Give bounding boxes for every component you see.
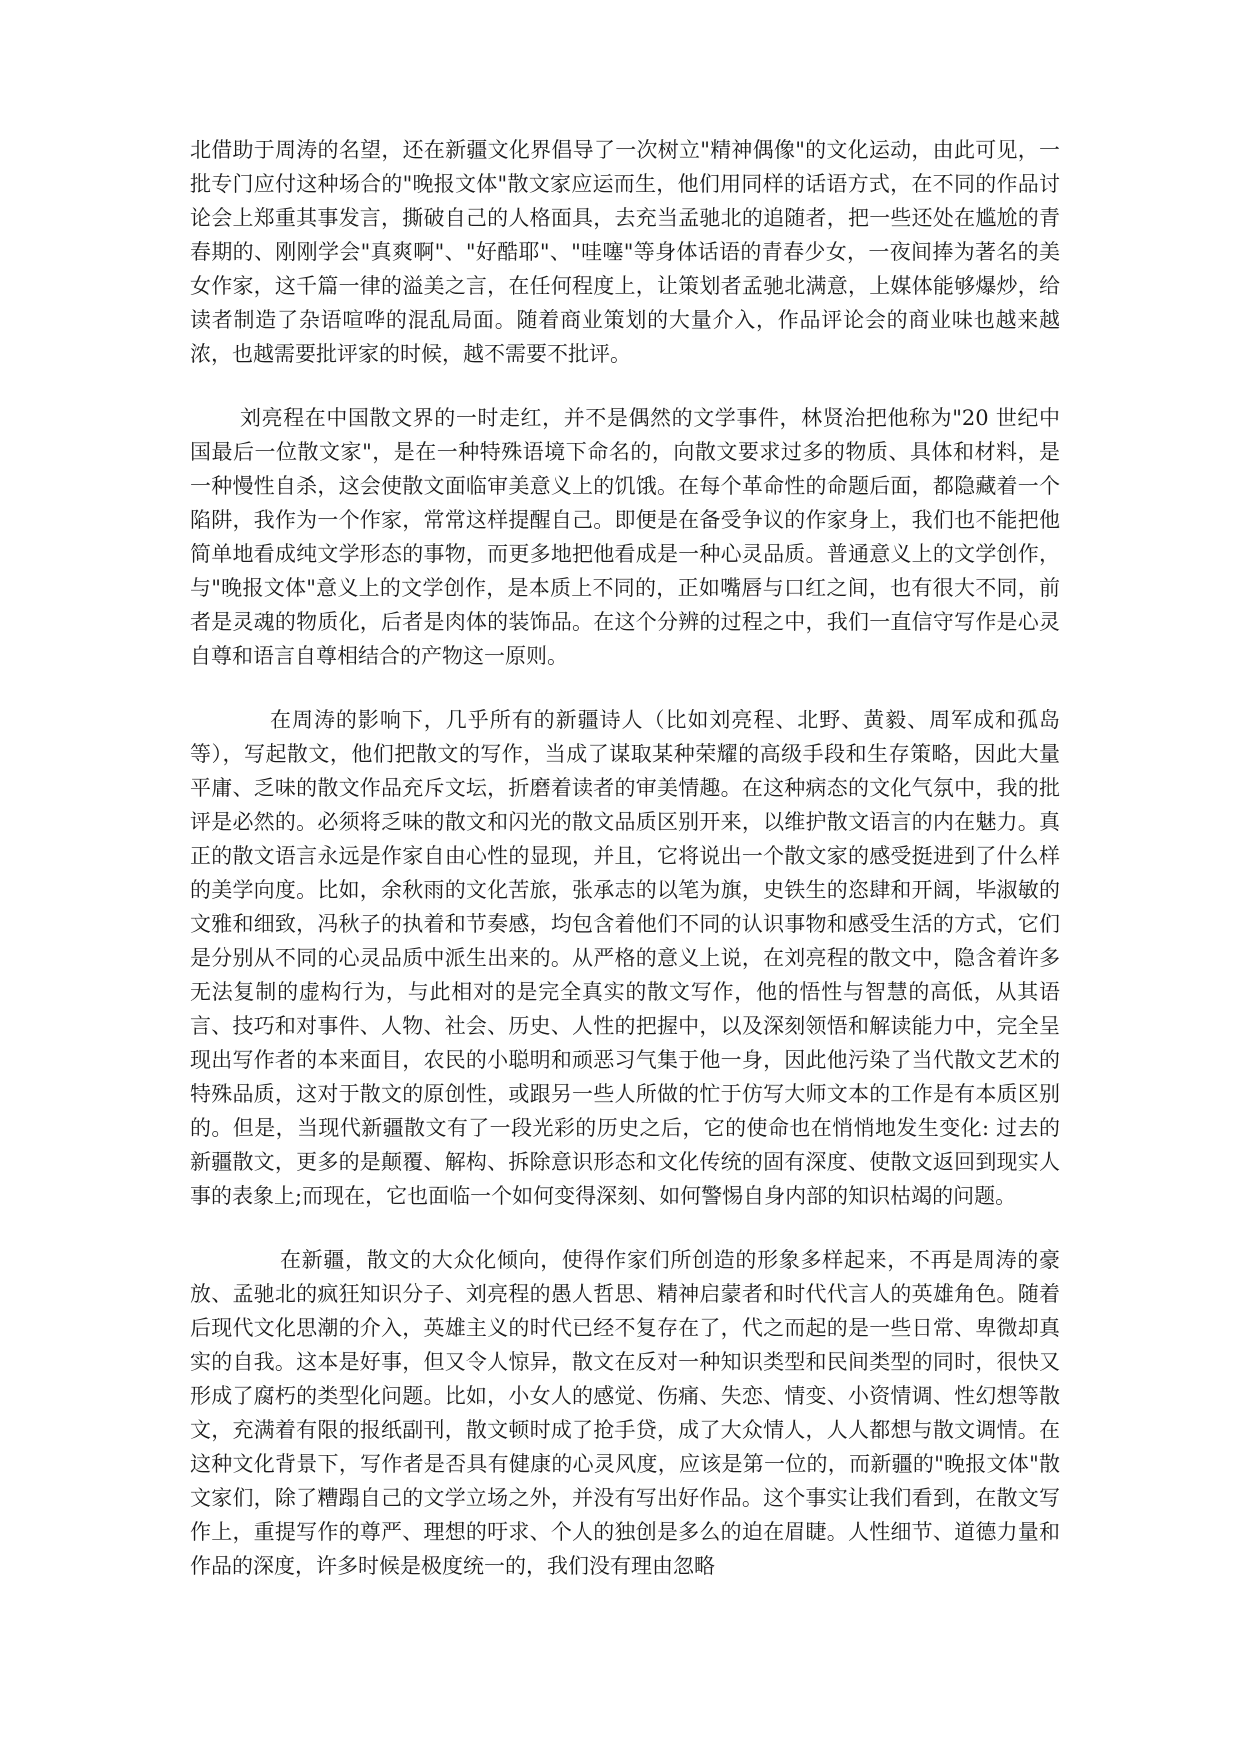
- paragraph-4: 在新疆，散文的大众化倾向，使得作家们所创造的形象多样起来，不再是周涛的豪放、孟驰北的疯狂知识分子、刘亮程的愚人哲思、精神启蒙者和时代代言人的英雄角色。随着后现代文化思潮的介入，英雄主义的时代已经不复存在了，代之而起的是一些日常、卑微却真实的自我。这本是好事，但又令人惊异，散文在反对一种知识类型和民间类型的同时，很快又形成了腐朽的类型化问题。比如，小女人的感觉、伤痛、失恋、情变、小资情调、性幻想等散文，充满着有限的报纸副刊，散文顿时成了抢手贷，成了大众情人，人人都想与散文调情。在这种文化背景下，写作者是否具有健康的心灵风度，应该是第一位的，而新疆的"晚报文体"散文家们，除了糟蹋自己的文学立场之外，并没有写出好作品。这个事实让我们看到，在散文写作上，重提写作的尊严、理想的吁求、个人的独创是多么的迫在眉睫。人性细节、道德力量和作品的深度，许多时候是极度统一的，我们没有理由忽略: [190, 1248, 1060, 1578]
- paragraph-3: 在周涛的影响下，几乎所有的新疆诗人（比如刘亮程、北野、黄毅、周军成和孤岛等），写起散文，他们把散文的写作，当成了谋取某种荣耀的高级手段和生存策略，因此大量平庸、乏味的散文作品充斥文坛，折磨着读者的审美情趣。在这种病态的文化气氛中，我的批评是必然的。必须将乏味的散文和闪光的散文品质区别开来，以维护散文语言的内在魅力。真正的散文语言永远是作家自由心性的显现，并且，它将说出一个散文家的感受挺进到了什么样的美学向度。比如，余秋雨的文化苦旅，张承志的以笔为旗，史铁生的恣肆和开阔，毕淑敏的文雅和细致，冯秋子的执着和节奏感，均包含着他们不同的认识事物和感受生活的方式，它们是分别从不同的心灵品质中派生出来的。从严格的意义上说，在刘亮程的散文中，隐含着许多无法复制的虚构行为，与此相对的是完全真实的散文写作，他的悟性与智慧的高低，从其语言、技巧和对事件、人物、社会、历史、人性的把握中，以及深刻领悟和解读能力中，完全呈现出写作者的本来面目，农民的小聪明和顽恶习气集于他一身，因此他污染了当代散文艺术的特殊品质，这对于散文的原创性，或跟另一些人所做的忙于仿写大师文本的工作是有本质区别的。但是，当现代新疆散文有了一段光彩的历史之后，它的使命也在悄悄地发生变化: 过去的新疆散文，更多的是颠覆、解构、拆除意识形态和文化传统的固有深度、使散文返回到现实人事的表象上;而现在，它也面临一个如何变得深刻、如何警惕自身内部的知识枯竭的问题。: [190, 708, 1060, 1208]
- paragraph-2: 刘亮程在中国散文界的一时走红，并不是偶然的文学事件，林贤治把他称为"20 世纪中国最后一位散文家"，是在一种特殊语境下命名的，向散文要求过多的物质、具体和材料，是一种慢性自杀，这会使散文面临审美意义上的饥饿。在每个革命性的命题后面，都隐藏着一个陷阱，我作为一个作家，常常这样提醒自己。即便是在备受争议的作家身上，我们也不能把他简单地看成纯文学形态的事物，而更多地把他看成是一种心灵品质。普通意义上的文学创作，与"晚报文体"意义上的文学创作，是本质上不同的，正如嘴唇与口红之间，也有很大不同，前者是灵魂的物质化，后者是肉体的装饰品。在这个分辨的过程之中，我们一直信守写作是心灵自尊和语言自尊相结合的产物这一原则。: [190, 406, 1060, 668]
- document-body: [190, 133, 1060, 1613]
- paragraph-1: 北借助于周涛的名望，还在新疆文化界倡导了一次树立"精神偶像"的文化运动，由此可见，一批专门应付这种场合的"晚报文体"散文家应运而生，他们用同样的话语方式，在不同的作品讨论会上郑重其事发言，撕破自己的人格面具，去充当孟驰北的追随者，把一些还处在尴尬的青春期的、刚刚学会"真爽啊"、"好酷耶"、"哇噻"等身体话语的青春少女，一夜间捧为著名的美女作家，这千篇一律的溢美之言，在任何程度上，让策划者孟驰北满意，上媒体能够爆炒，给读者制造了杂语喧哗的混乱局面。随着商业策划的大量介入，作品评论会的商业味也越来越浓，也越需要批评家的时候，越不需要不批评。: [190, 138, 1060, 366]
